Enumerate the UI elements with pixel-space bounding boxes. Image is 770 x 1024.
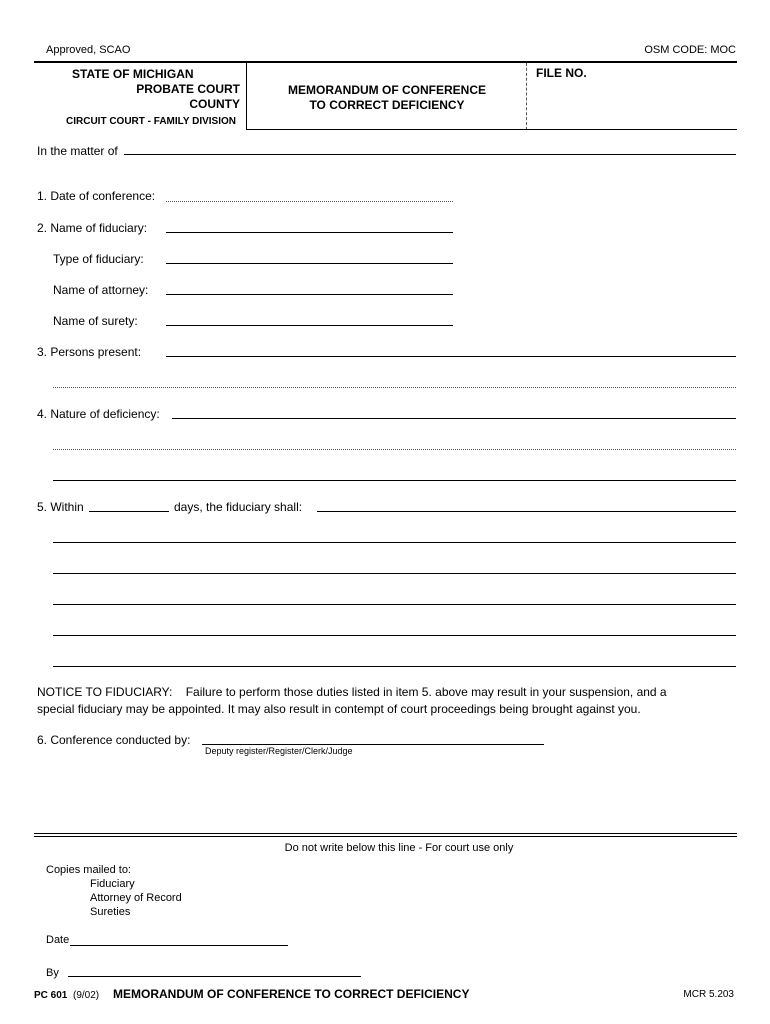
attorney-label: Name of attorney: (53, 283, 149, 297)
date-label: Date (46, 934, 70, 946)
conducted-by-caption: Deputy register/Register/Clerk/Judge (205, 746, 353, 756)
matter-field[interactable] (124, 154, 736, 155)
form-number: PC 601 (34, 990, 68, 1001)
approved-text: Approved, SCAO (46, 44, 131, 56)
fiduciary-duty-field[interactable] (317, 511, 736, 512)
duty-field-6[interactable] (53, 666, 736, 667)
notice-line1: NOTICE TO FIDUCIARY: Failure to perform those duties listed in item 5. above may result in your suspension, and a (37, 685, 667, 699)
osm-code: OSM CODE: MOC (644, 44, 736, 56)
conducted-by-field[interactable] (202, 744, 544, 745)
file-no-label: FILE NO. (536, 66, 587, 80)
item3-label: 3. Persons present: (37, 345, 142, 359)
mcr-reference: MCR 5.203 (683, 989, 734, 1000)
header-bottom-rule (246, 129, 737, 130)
duty-field-5[interactable] (53, 635, 736, 636)
form-title-line2: TO CORRECT DEFICIENCY (309, 98, 465, 112)
date-of-conference-field[interactable] (166, 201, 453, 202)
type-fiduciary-label: Type of fiduciary: (53, 252, 144, 266)
item5-days-label: days, the fiduciary shall: (174, 500, 303, 514)
attorney-name-field[interactable] (166, 294, 453, 295)
surety-label: Name of surety: (53, 314, 138, 328)
form-title-line1: MEMORANDUM OF CONFERENCE (288, 83, 486, 97)
fiduciary-name-field[interactable] (166, 232, 453, 233)
deficiency-field-2[interactable] (53, 449, 736, 450)
court-use-rule-1 (34, 833, 737, 834)
footer-title: MEMORANDUM OF CONFERENCE TO CORRECT DEFICIENCY (113, 987, 470, 1001)
duty-field-4[interactable] (53, 604, 736, 605)
state-label: STATE OF MICHIGAN (72, 67, 194, 81)
item5-within-label: 5. Within (37, 500, 84, 514)
item4-label: 4. Nature of deficiency: (37, 407, 160, 421)
persons-present-field[interactable] (166, 356, 736, 357)
form-revision: (9/02) (73, 990, 100, 1001)
copy-attorney: Attorney of Record (90, 892, 182, 904)
surety-name-field[interactable] (166, 325, 453, 326)
court-use-rule-2 (34, 836, 737, 837)
duty-field-3[interactable] (53, 573, 736, 574)
duty-field-2[interactable] (53, 542, 736, 543)
header-divider-1 (246, 63, 247, 130)
by-label: By (46, 967, 59, 979)
date-field[interactable] (70, 945, 288, 946)
notice-line2: special fiduciary may be appointed. It may also result in contempt of court proceedings being brought against you. (37, 702, 641, 716)
copies-mailed-label: Copies mailed to: (46, 864, 131, 876)
matter-label: In the matter of (37, 144, 118, 158)
item6-label: 6. Conference conducted by: (37, 733, 191, 747)
item2-label: 2. Name of fiduciary: (37, 221, 148, 235)
deficiency-field[interactable] (172, 418, 736, 419)
persons-present-field-2[interactable] (53, 387, 736, 388)
court-use-note: Do not write below this line - For court use only (284, 842, 514, 854)
by-field[interactable] (68, 976, 361, 977)
county-label: COUNTY (189, 97, 240, 111)
fiduciary-type-field[interactable] (166, 263, 453, 264)
probate-court-label: PROBATE COURT (136, 82, 240, 96)
header-top-rule (34, 61, 737, 63)
file-no-field[interactable] (530, 80, 734, 126)
header-divider-2 (526, 63, 527, 130)
copy-fiduciary: Fiduciary (90, 878, 135, 890)
copy-sureties: Sureties (90, 906, 131, 918)
item1-label: 1. Date of conference: (37, 189, 156, 203)
circuit-court-label: CIRCUIT COURT - FAMILY DIVISION (66, 116, 237, 127)
days-field[interactable] (89, 511, 169, 512)
deficiency-field-3[interactable] (53, 480, 736, 481)
